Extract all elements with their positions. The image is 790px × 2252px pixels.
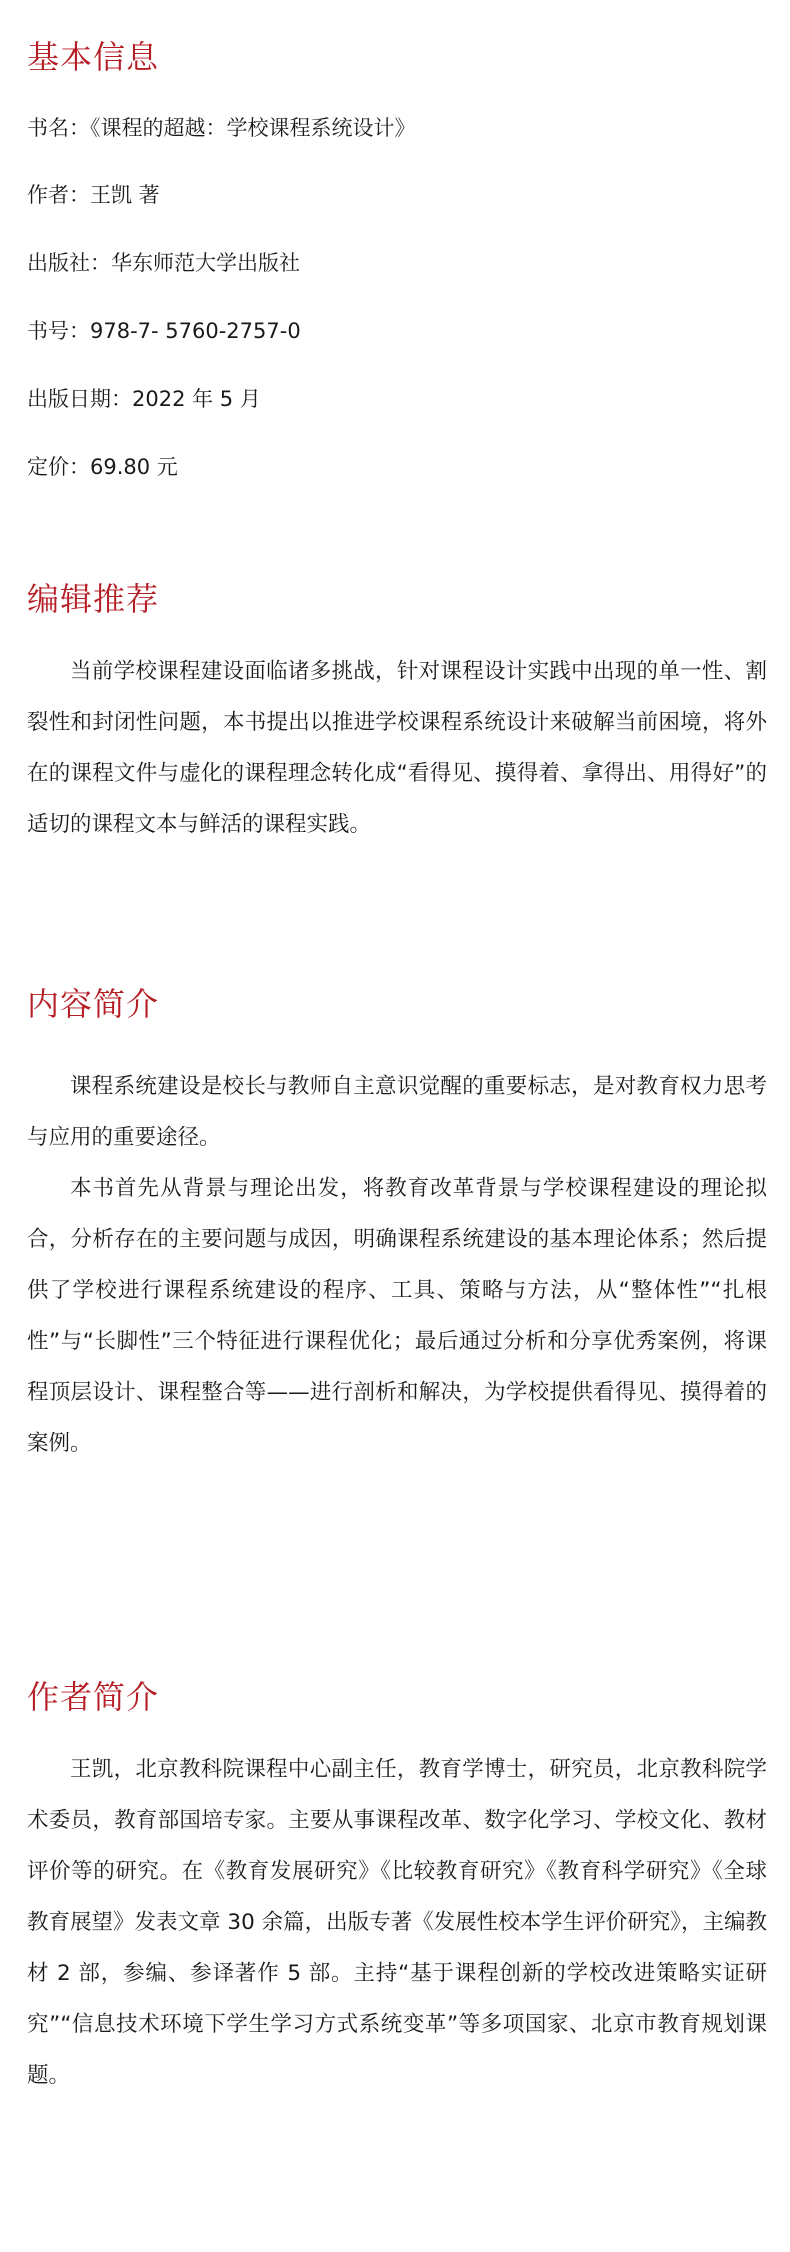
pub-date-line: 出版日期：2022 年 5 月	[27, 387, 261, 411]
price-line: 定价：69.80 元	[27, 455, 178, 479]
book-name: 书名：《课程的超越：学校课程系统设计》	[27, 116, 416, 140]
basic-info-section	[27, 37, 767, 497]
content-summary-heading: 内容简介	[27, 985, 160, 1023]
content-summary-paragraph: 本书首先从背景与理论出发，将教育改革背景与学校课程建设的理论拟合，分析存在的主要问题与成因，明确课程系统建设的基本理论体系；然后提供了学校进行课程系统建设的程序、工具、策略与方法，从“整体性”“扎根性”与“长脚性”三个特征进行课程优化；最后通过分析和分享优秀案例，将课程顶层设计、课程整合等——进行剖析和解决，为学校提供看得见、摸得着的案例。	[27, 1176, 767, 1456]
editor-recommendation-section	[27, 579, 767, 850]
author-line: 作者：王凯 著	[27, 183, 160, 207]
content-summary-paragraph: 课程系统建设是校长与教师自主意识觉醒的重要标志，是对教育权力思考与应用的重要途径。	[27, 1074, 767, 1150]
content-summary-body	[27, 1061, 767, 1469]
author-intro-section	[27, 1677, 767, 2101]
isbn-line: 书号：978-7- 5760-2757-0	[27, 319, 301, 343]
author-intro-heading: 作者简介	[27, 1678, 160, 1716]
author-intro-body	[27, 1744, 767, 2101]
editor-recommendation-body	[27, 646, 767, 850]
basic-info-heading: 基本信息	[27, 38, 160, 76]
content-summary-section	[27, 984, 767, 1469]
publisher-line: 出版社：华东师范大学出版社	[27, 251, 300, 275]
editor-recommendation-heading: 编辑推荐	[27, 580, 160, 618]
editor-recommendation-paragraph: 当前学校课程建设面临诸多挑战，针对课程设计实践中出现的单一性、割裂性和封闭性问题，本书提出以推进学校课程系统设计来破解当前困境，将外在的课程文件与虚化的课程理念转化成“看得见、摸得着、拿得出、用得好”的适切的课程文本与鲜活的课程实践。	[27, 659, 767, 837]
author-intro-paragraph: 王凯，北京教科院课程中心副主任，教育学博士，研究员，北京教科院学术委员，教育部国培专家。主要从事课程改革、数字化学习、学校文化、教材评价等的研究。在《教育发展研究》《比较教育研究》《教育科学研究》《全球教育展望》发表文章 30 余篇，出版专著《发展性校本学生评价研究》，主编教材 2 部，参编、参译著作 5 部。主持“基于课程创新的学校改进策略实证研究”“信息技术环境下学生学习方式系统变革”等多项国家、北京市教育规划课题。	[27, 1757, 767, 2088]
